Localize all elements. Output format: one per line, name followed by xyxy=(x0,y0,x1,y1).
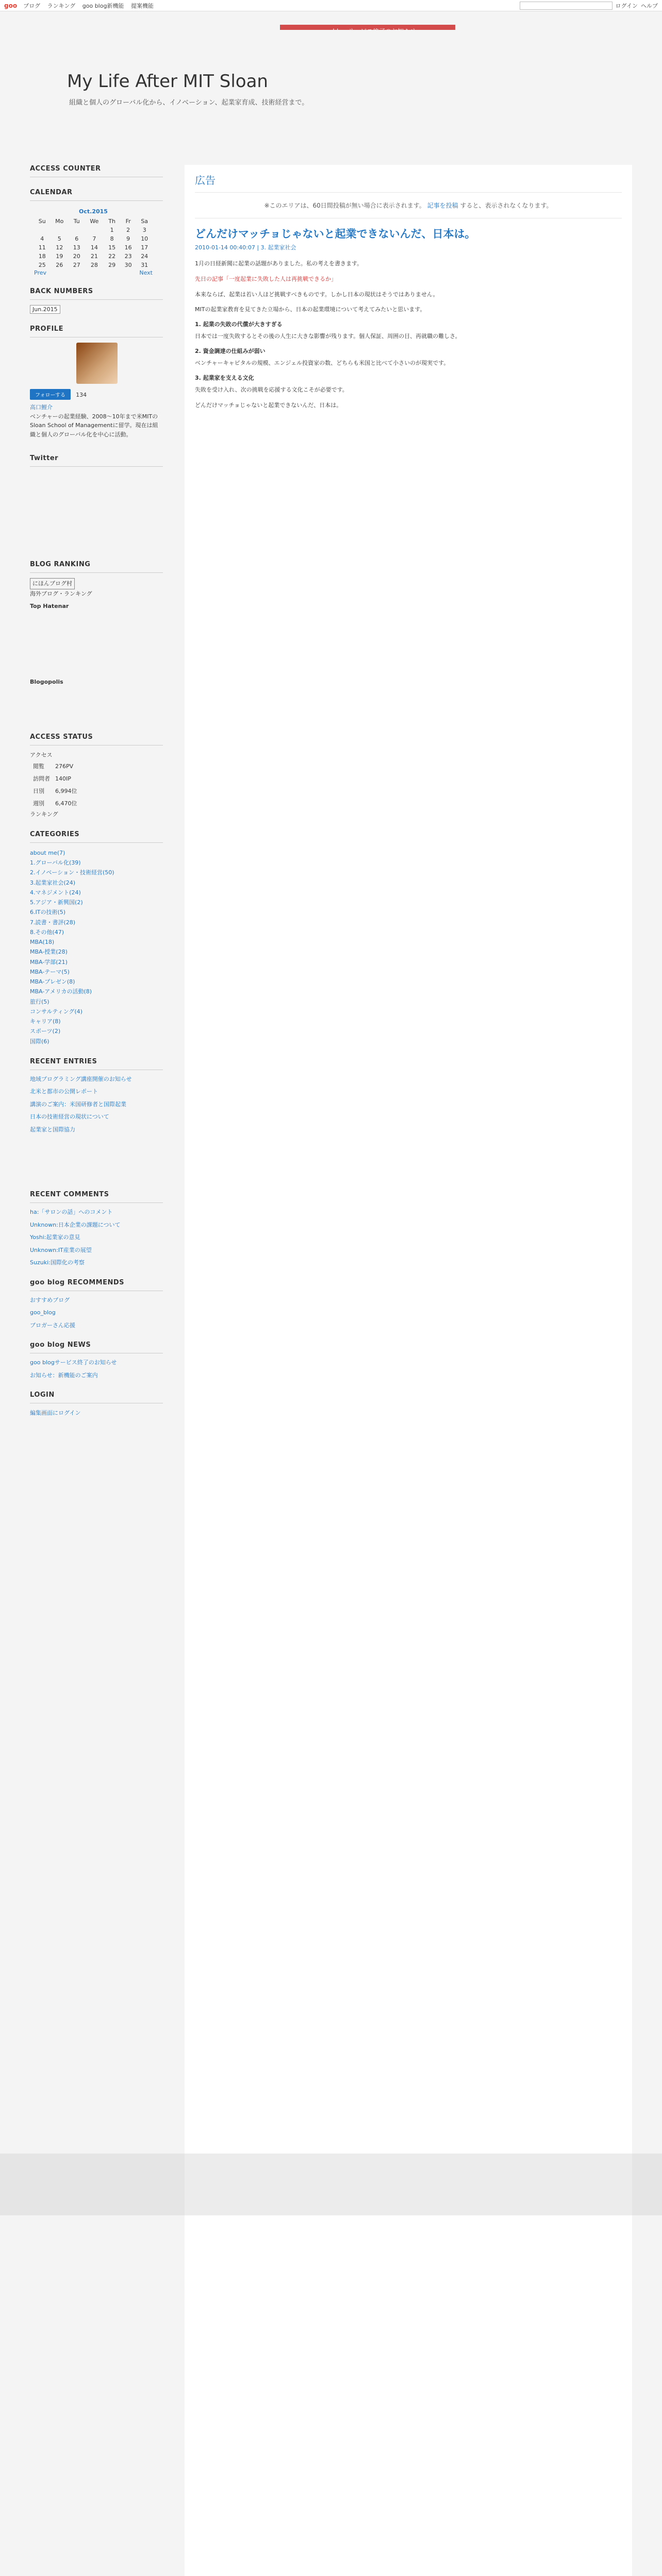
calendar-day[interactable]: 6 xyxy=(75,235,79,242)
recent-entry-item[interactable]: 地域プログラミング講座開催のお知らせ xyxy=(30,1075,132,1082)
article-title[interactable]: どんだけマッチョじゃないと起業できないんだ、日本は。 xyxy=(195,228,476,240)
calendar-day[interactable]: 7 xyxy=(92,235,96,242)
twitter-widget xyxy=(30,472,163,549)
category-item[interactable]: 8.その他(47) xyxy=(30,928,64,936)
news-item[interactable]: お知らせ：新機能のご案内 xyxy=(30,1371,98,1379)
section-title: goo blog RECOMMENDS xyxy=(30,1279,163,1291)
calendar-day[interactable]: 15 xyxy=(108,244,116,251)
notice-text: ※このエリアは、60日間投稿が無い場合に表示されます。 xyxy=(264,202,425,209)
backnumber-select[interactable]: Jun.2015 xyxy=(30,305,60,314)
nav-proposal[interactable]: 提案機能 xyxy=(130,2,154,9)
category-list xyxy=(30,848,163,1046)
calendar-day[interactable]: 2 xyxy=(126,227,130,233)
calendar-day[interactable]: 17 xyxy=(141,244,148,251)
inactive-notice xyxy=(195,192,622,218)
category-item[interactable]: 3.起業家社会(24) xyxy=(30,879,76,886)
access-cell: 6,994位 xyxy=(55,788,77,795)
category-item[interactable]: 国際(6) xyxy=(30,1038,49,1045)
goo-logo[interactable]: goo xyxy=(4,2,18,9)
calendar-nav xyxy=(34,269,153,276)
calendar-day[interactable]: 13 xyxy=(73,244,80,251)
section-title: RECENT ENTRIES xyxy=(30,1058,163,1070)
article-subheading: 1. 起業の失敗の代償が大きすぎる xyxy=(195,321,283,328)
recent-comment-item[interactable]: Unknown:IT産業の展望 xyxy=(30,1246,92,1253)
access-cell: 閲覧 xyxy=(33,763,44,770)
article-paragraph: MITの起業家教育を見てきた立場から、日本の起業環境について考えてみたいと思います。 xyxy=(195,306,426,313)
article-paragraph: どんだけマッチョじゃないと起業できないんだ、日本は。 xyxy=(195,401,342,409)
category-item[interactable]: コンサルティング(4) xyxy=(30,1008,82,1015)
news-item[interactable]: goo blogサービス終了のお知らせ xyxy=(30,1359,117,1366)
section-title: Twitter xyxy=(30,454,163,467)
category-item[interactable]: 5.アジア・新興国(2) xyxy=(30,899,83,906)
blog-subtitle: 組織と個人のグローバル化から、イノベーション、起業家育成、技術経営まで。 xyxy=(69,99,309,107)
section-title: goo blog NEWS xyxy=(30,1341,163,1353)
category-item[interactable]: 2.イノベーション・技術経営(50) xyxy=(30,869,114,876)
calendar-day xyxy=(51,226,69,234)
backnumbers-section xyxy=(30,287,163,314)
recommend-item[interactable]: おすすめブログ xyxy=(30,1296,70,1303)
calendar-day xyxy=(85,226,104,234)
calendar-day[interactable]: 10 xyxy=(141,235,148,242)
section-title: BLOG RANKING xyxy=(30,561,163,573)
access-cell: 訪問者 xyxy=(33,775,50,783)
calendar-day[interactable]: 18 xyxy=(38,253,46,260)
access-label: アクセス xyxy=(30,751,53,758)
access-cell: 6,470位 xyxy=(55,800,77,807)
recent-comments-section xyxy=(30,1191,163,1267)
article-body xyxy=(195,259,622,2425)
top-nav xyxy=(23,2,159,10)
calendar-day[interactable]: 16 xyxy=(124,244,132,251)
profile-section xyxy=(30,325,163,439)
calendar-weekday: Tu xyxy=(73,218,80,225)
calendar xyxy=(34,206,153,269)
access-table xyxy=(30,759,80,810)
ranking-section xyxy=(30,561,163,686)
ranking-blogopolis[interactable]: Blogopolis xyxy=(30,679,63,686)
calendar-day[interactable]: 26 xyxy=(56,262,63,268)
article-subheading: 3. 起業家を支える文化 xyxy=(195,374,254,381)
blog-title[interactable]: My Life After MIT Sloan xyxy=(67,71,268,92)
profile-name[interactable]: 高口鯉介 xyxy=(30,404,53,411)
article-meta[interactable]: 2010-01-14 00:40:07 | 3. 起業家社会 xyxy=(195,244,296,251)
calendar-next-link[interactable]: Next xyxy=(139,269,153,276)
recent-entry-item[interactable]: 日本の技術経営の現状について xyxy=(30,1113,109,1121)
recent-entry-item[interactable]: 講演のご案内：米国研修者と国際起業 xyxy=(30,1100,126,1108)
article-paragraph: 失敗を受け入れ、次の挑戦を応援する文化こそが必要です。 xyxy=(195,386,348,393)
login-section xyxy=(30,1391,163,1418)
section-title: CATEGORIES xyxy=(30,831,163,843)
calendar-day[interactable]: 28 xyxy=(90,262,98,268)
recent-comment-item[interactable]: Yoshi:起業家の意見 xyxy=(30,1234,80,1241)
calendar-day[interactable]: 24 xyxy=(141,253,148,260)
article-paragraph: 日本では一度失敗するとその後の人生に大きな影響が残ります。個人保証、周囲の目、再就職の難しさ。 xyxy=(195,333,461,340)
calendar-month: Oct.2015 xyxy=(79,208,108,215)
calendar-weekday: We xyxy=(90,218,99,225)
recent-entry-list xyxy=(30,1075,163,1134)
article-continued xyxy=(195,415,622,2425)
access-cell: 日別 xyxy=(33,788,44,795)
login-link-side[interactable]: 編集画面にログイン xyxy=(30,1410,81,1417)
post-article-link[interactable]: 記事を投稿 xyxy=(427,202,458,209)
service-banner-area xyxy=(0,11,662,30)
category-item[interactable]: about me(7) xyxy=(30,849,65,856)
recent-comment-item[interactable]: Suzuki:国際化の考察 xyxy=(30,1259,85,1266)
recommend-item[interactable]: ブロガーさん応援 xyxy=(30,1321,75,1329)
recent-comment-item[interactable]: ha:「サロンの話」へのコメント xyxy=(30,1209,113,1216)
categories-section xyxy=(30,831,163,1046)
calendar-day[interactable]: 29 xyxy=(108,262,116,268)
nav-new-features[interactable]: goo blog新機能 xyxy=(82,2,124,9)
category-item[interactable]: 6.ITの技術(5) xyxy=(30,909,66,916)
access-status-section xyxy=(30,733,163,819)
recent-comment-item[interactable]: Unknown:日本企業の課題について xyxy=(30,1221,121,1228)
category-item[interactable]: MBA-学部(21) xyxy=(30,958,68,965)
ranking-label[interactable]: 海外ブログ・ランキング xyxy=(30,590,92,597)
section-title: CALENDAR xyxy=(30,189,163,201)
section-title: RECENT COMMENTS xyxy=(30,1191,163,1203)
calendar-day[interactable]: 8 xyxy=(110,235,114,242)
calendar-day[interactable]: 12 xyxy=(56,244,63,251)
calendar-day xyxy=(34,226,51,234)
section-title: BACK NUMBERS xyxy=(30,287,163,300)
calendar-day[interactable]: 21 xyxy=(90,253,98,260)
ad-label: 広告 xyxy=(195,174,216,187)
access-cell: 276PV xyxy=(55,762,74,770)
nav-ranking[interactable]: ランキング xyxy=(47,2,76,9)
calendar-day[interactable]: 5 xyxy=(57,235,61,242)
twitter-section xyxy=(30,454,163,549)
notice-text-post: すると、表示されなくなります。 xyxy=(460,202,553,209)
category-item[interactable]: 7.読書・書評(28) xyxy=(30,919,76,926)
calendar-weekday: Th xyxy=(108,218,115,225)
recent-entry-item[interactable]: 起業家と国際協力 xyxy=(30,1126,75,1133)
calendar-day[interactable]: 25 xyxy=(38,262,46,268)
category-item[interactable]: MBA-プレゼン(8) xyxy=(30,978,75,986)
category-item[interactable]: キャリア(8) xyxy=(30,1018,61,1025)
calendar-day[interactable]: 27 xyxy=(73,262,80,268)
calendar-day xyxy=(69,226,85,234)
access-row xyxy=(31,785,79,796)
recommend-list xyxy=(30,1296,163,1330)
ranking-spacer xyxy=(30,611,163,677)
category-item[interactable]: 4.マネジメント(24) xyxy=(30,889,81,896)
calendar-day[interactable]: 22 xyxy=(108,253,116,260)
access-counter-section xyxy=(30,165,163,177)
calendar-day[interactable]: 9 xyxy=(126,235,130,242)
ranking-badge[interactable]: にほんブログ村 xyxy=(30,578,75,589)
search-input[interactable] xyxy=(520,2,613,10)
recent-entry-item[interactable]: 北米と都市の公開レポート xyxy=(30,1088,98,1095)
category-item[interactable]: MBA-テーマ(5) xyxy=(30,968,70,975)
avatar xyxy=(76,343,118,384)
category-item[interactable]: 旅行(5) xyxy=(30,998,49,1005)
ranking-top-hatenar[interactable]: Top Hatenar xyxy=(30,602,69,609)
follower-count: 134 xyxy=(76,392,87,398)
calendar-day[interactable]: 14 xyxy=(90,244,98,251)
category-item[interactable]: MBA-アメリカの活動(8) xyxy=(30,988,92,995)
section-title: ACCESS COUNTER xyxy=(30,165,163,177)
sidebar xyxy=(30,165,163,1429)
top-bar xyxy=(0,0,662,11)
article-paragraph: 本来ならば、起業は若い人ほど挑戦すべきものです。しかし日本の現状はそうではありません。 xyxy=(195,291,439,298)
calendar-day[interactable]: 23 xyxy=(124,253,132,260)
access-row xyxy=(31,773,79,784)
article-paragraph: ベンチャーキャピタルの規模、エンジェル投資家の数、どちらも米国と比べて小さいのが現実です。 xyxy=(195,359,450,366)
recommend-item[interactable]: goo_blog xyxy=(30,1309,56,1316)
calendar-day[interactable]: 1 xyxy=(110,227,114,233)
goo-recommends-section xyxy=(30,1279,163,1330)
follow-button[interactable]: フォローする xyxy=(30,389,71,400)
section-title: PROFILE xyxy=(30,325,163,337)
calendar-day[interactable]: 11 xyxy=(38,244,46,251)
access-row xyxy=(31,760,79,772)
calendar-weekday: Fr xyxy=(125,218,131,225)
top-search xyxy=(520,2,658,10)
login-link[interactable]: ログイン xyxy=(615,2,638,9)
blog-header xyxy=(0,30,662,164)
access-cell: 週別 xyxy=(33,800,44,807)
calendar-weekday: Mo xyxy=(55,218,64,225)
article-paragraph: 先日の記事「一度起業に失敗した人は再挑戦できるか」 xyxy=(195,275,337,282)
calendar-section xyxy=(30,189,163,276)
nav-blog[interactable]: ブログ xyxy=(23,2,41,9)
calendar-prev-link[interactable]: Prev xyxy=(34,269,46,276)
ranking-label-small: ランキング xyxy=(30,811,58,818)
section-title: LOGIN xyxy=(30,1391,163,1403)
calendar-day[interactable]: 19 xyxy=(56,253,63,260)
goo-news-section xyxy=(30,1341,163,1380)
calendar-day[interactable]: 20 xyxy=(73,253,80,260)
recent-entries-section xyxy=(30,1058,163,1134)
recent-comment-list xyxy=(30,1208,163,1267)
category-item[interactable]: スポーツ(2) xyxy=(30,1028,61,1035)
calendar-weekday: Sa xyxy=(141,218,148,225)
access-row xyxy=(31,798,79,809)
calendar-day[interactable]: 30 xyxy=(124,262,132,268)
category-item[interactable]: 1.グローバル化(39) xyxy=(30,859,81,867)
scroll-overlay xyxy=(0,2154,662,2215)
article-subheading: 2. 資金調達の仕組みが弱い xyxy=(195,347,266,354)
profile-text: ベンチャーの起業経験、2008〜10年まで米MITのSloan School of Managementに留学。現在は組織と個人のグローバル化を中心に活動。 xyxy=(30,413,158,438)
section-title: ACCESS STATUS xyxy=(30,733,163,745)
help-link[interactable]: ヘルプ xyxy=(641,2,658,9)
calendar-day[interactable]: 3 xyxy=(142,227,146,233)
article-paragraph: 1月の日経新聞に起業の話題がありました。私の考えを書きます。 xyxy=(195,260,363,267)
access-cell: 140IP xyxy=(55,775,71,782)
category-item[interactable]: MBA(18) xyxy=(30,939,55,946)
calendar-day[interactable]: 31 xyxy=(141,262,148,268)
calendar-day[interactable]: 4 xyxy=(40,235,44,242)
calendar-weekday: Su xyxy=(38,218,46,225)
news-list xyxy=(30,1359,163,1380)
category-item[interactable]: MBA-授業(28) xyxy=(30,948,68,956)
